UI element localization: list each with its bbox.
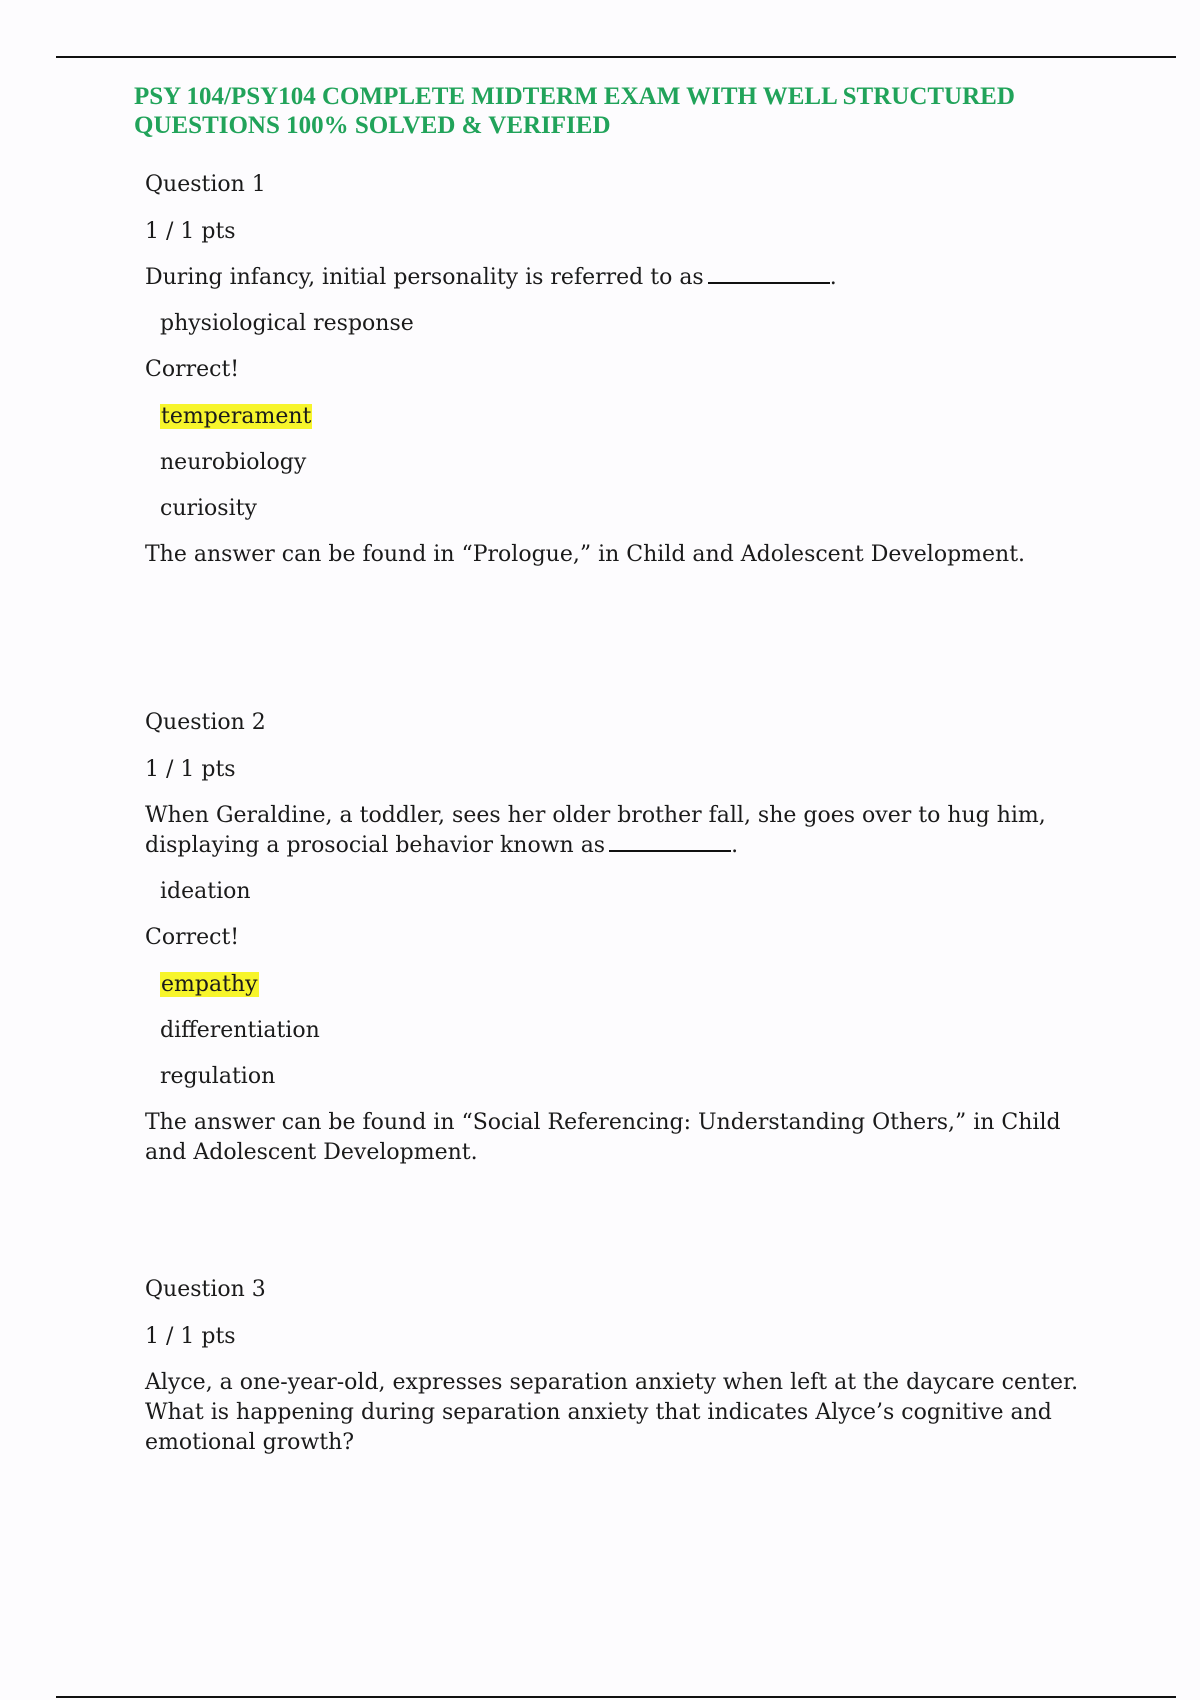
question-1 xyxy=(145,170,1095,570)
correct-label: Correct! xyxy=(145,357,240,382)
answer-option: neurobiology xyxy=(160,450,307,475)
question-points: 1 / 1 pts xyxy=(145,1324,236,1349)
document-title: PSY 104/PSY104 COMPLETE MIDTERM EXAM WITH WELL STRUCTURED QUESTIONS 100% SOLVED & VERIFIED xyxy=(134,83,1015,139)
answer-blank xyxy=(609,832,731,852)
question-text xyxy=(145,263,1095,293)
answer-option: ideation xyxy=(160,879,251,904)
correct-answer-option xyxy=(160,970,1095,1016)
question-text: Alyce, a one-year-old, expresses separation anxiety when left at the daycare center. What is happening during separation anxiety that indicates Alyce’s cognitive and emotional growth? xyxy=(145,1370,1079,1455)
question-text-before-blank: During infancy, initial personality is referred to as xyxy=(145,265,704,290)
question-heading: Question 3 xyxy=(145,1277,266,1302)
correct-label: Correct! xyxy=(145,925,240,950)
answer-blank xyxy=(708,264,830,284)
question-heading: Question 2 xyxy=(145,710,266,735)
question-text-after-blank: . xyxy=(731,833,739,858)
top-rule xyxy=(56,56,1176,58)
answer-feedback: The answer can be found in “Social Referencing: Understanding Others,” in Child and Adolescent Development. xyxy=(145,1110,1061,1165)
answer-feedback: The answer can be found in “Prologue,” in Child and Adolescent Development. xyxy=(145,542,1026,567)
question-text xyxy=(145,801,1095,861)
question-2 xyxy=(145,708,1095,1168)
answer-option: regulation xyxy=(160,1064,276,1089)
bottom-rule xyxy=(56,1696,1176,1698)
answer-option: differentiation xyxy=(160,1018,320,1043)
correct-answer-option xyxy=(160,402,1095,448)
correct-answer-highlight: temperament xyxy=(161,404,312,429)
correct-answer-highlight: empathy xyxy=(161,972,258,997)
question-text-before-blank: When Geraldine, a toddler, sees her older brother fall, she goes over to hug him, displaying a prosocial behavior known as xyxy=(145,803,1046,858)
answer-option: physiological response xyxy=(160,311,414,336)
question-3 xyxy=(145,1275,1095,1474)
question-text-after-blank: . xyxy=(829,265,837,290)
question-points: 1 / 1 pts xyxy=(145,219,236,244)
answer-option: curiosity xyxy=(160,496,257,521)
question-heading: Question 1 xyxy=(145,172,266,197)
question-points: 1 / 1 pts xyxy=(145,757,236,782)
